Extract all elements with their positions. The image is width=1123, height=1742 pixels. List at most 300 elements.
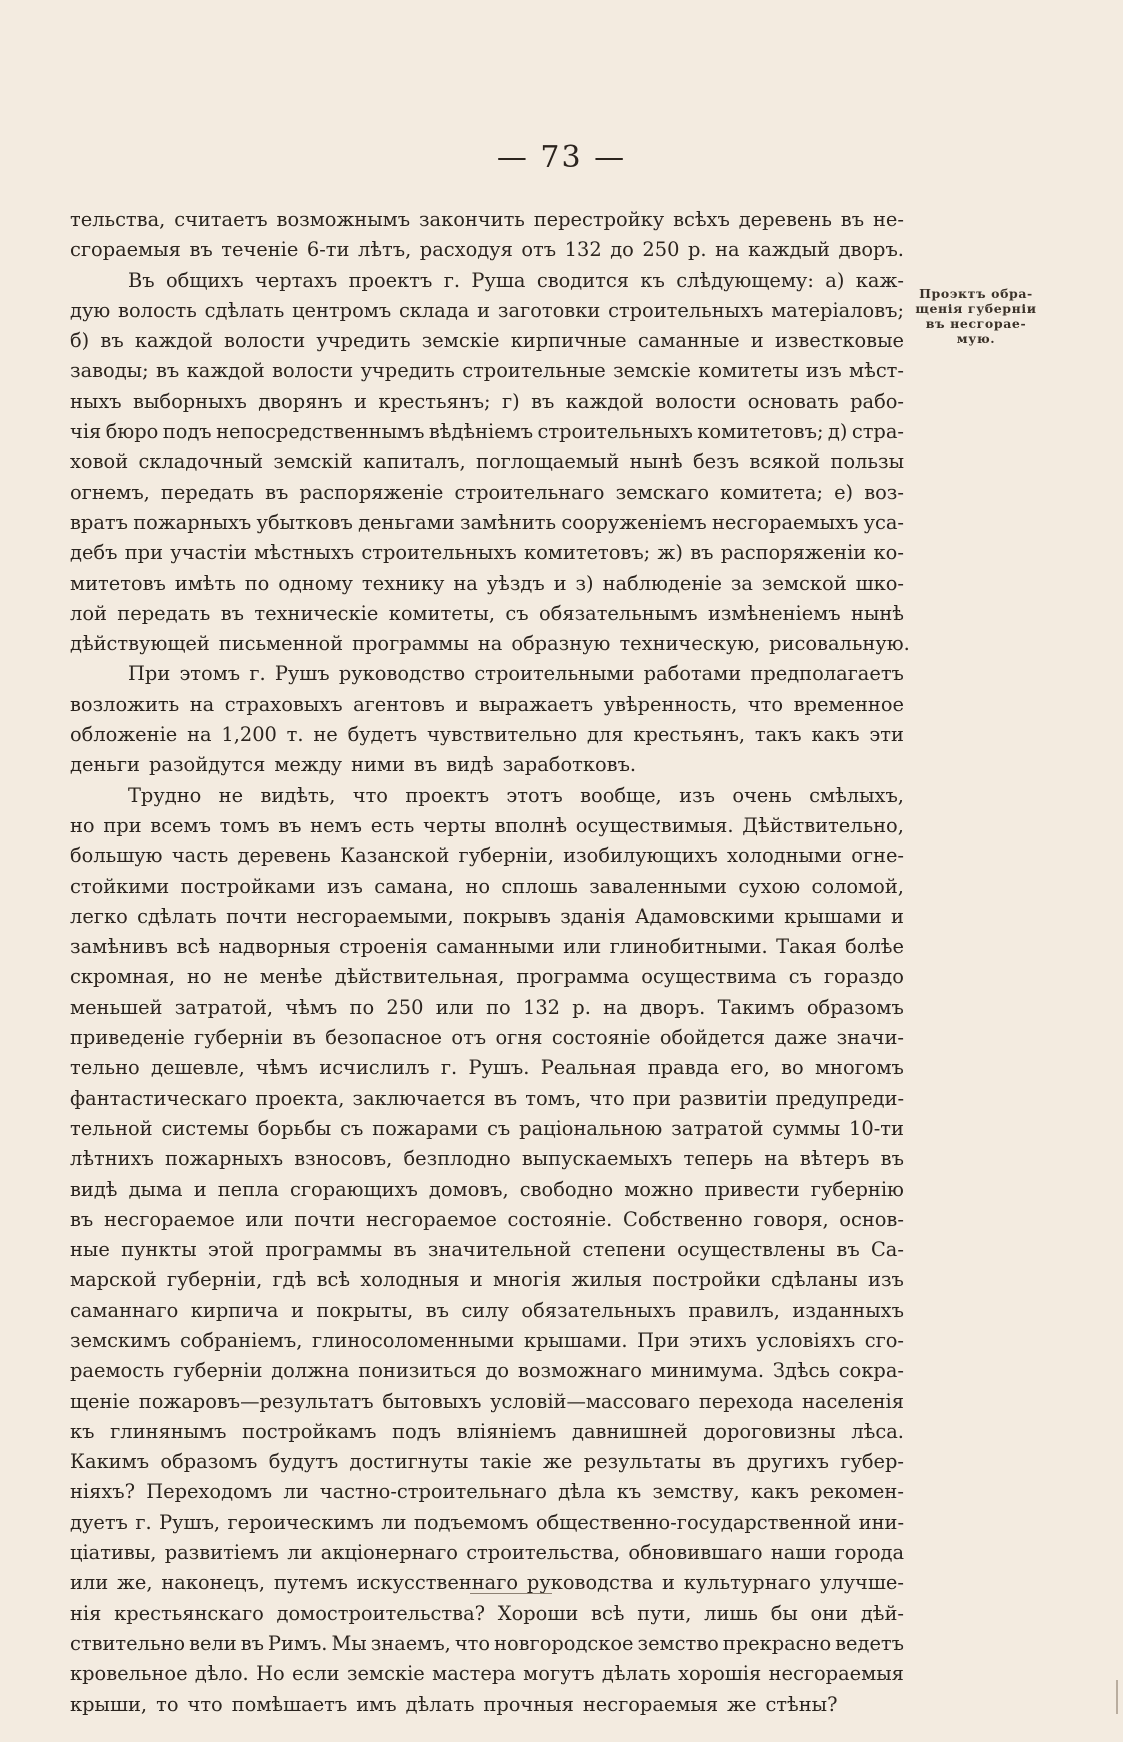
text-word: прочныя	[483, 1692, 574, 1716]
text-word: дѣло.	[194, 1662, 249, 1686]
text-word: безопасное	[325, 1026, 443, 1050]
text-word: на	[187, 723, 212, 747]
text-word: но	[186, 965, 212, 989]
text-word: деревень	[237, 844, 331, 868]
text-word: распоряженіи	[720, 541, 867, 565]
text-word: дѣй-	[860, 1601, 904, 1625]
text-word: дешевле,	[150, 1056, 245, 1080]
text-word: Какимъ	[70, 1450, 150, 1474]
text-word: путемъ	[273, 1571, 348, 1595]
text-word: по	[486, 995, 511, 1019]
text-word: въ	[531, 389, 555, 413]
text-line	[70, 962, 904, 992]
text-word: бы	[770, 1601, 798, 1625]
text-word: дебъ	[70, 541, 118, 565]
text-word: улучше-	[819, 1571, 904, 1595]
text-word: Рушъ	[274, 662, 330, 686]
text-word: ные	[70, 1238, 110, 1262]
text-word: заготовки	[497, 298, 601, 322]
text-word: наконецъ,	[161, 1571, 265, 1595]
text-word: они	[810, 1601, 849, 1625]
text-word: до	[610, 238, 634, 262]
text-word: склада	[398, 298, 470, 322]
text-word: ствительно	[70, 1631, 186, 1655]
text-word: жилыя	[571, 1268, 643, 1292]
text-word: ини-	[858, 1510, 904, 1534]
text-word: всѣ	[591, 1601, 625, 1625]
text-word: общественно-государственной	[535, 1510, 852, 1534]
text-word: строительства,	[466, 1541, 621, 1565]
text-word: губернію	[810, 1177, 904, 1201]
text-word: страховыхъ	[224, 692, 343, 716]
text-line	[70, 1508, 904, 1538]
text-word: р.	[687, 238, 707, 262]
text-word: и	[354, 389, 367, 413]
text-word: въ	[836, 1238, 860, 1262]
text-word: съ	[487, 1116, 511, 1140]
text-word: въ	[220, 601, 245, 625]
text-word: выпускаемыхъ	[521, 1147, 673, 1171]
text-word: но	[70, 813, 95, 837]
text-word: строительныхъ	[361, 541, 517, 565]
text-word: щеніе	[70, 1389, 131, 1413]
text-word: и	[661, 1571, 675, 1595]
text-word: говоря,	[753, 1207, 829, 1231]
text-word: 132	[564, 238, 602, 262]
text-word: сооруженіемъ	[561, 510, 707, 534]
text-word: покрыты,	[316, 1298, 414, 1322]
text-word: смѣлыхъ,	[809, 783, 904, 807]
text-word: обязательныхъ	[521, 1298, 676, 1322]
text-line	[70, 296, 904, 326]
text-word: даже	[774, 1026, 828, 1050]
text-word: должна	[271, 1359, 350, 1383]
text-word: къ	[70, 1419, 95, 1443]
text-word: письменной	[218, 632, 344, 656]
text-line	[70, 1084, 904, 1114]
text-word: всѣ	[316, 1268, 351, 1292]
text-word: обязательнымъ	[538, 601, 698, 625]
text-word: нынѣ	[629, 450, 683, 474]
text-word: гдѣ	[272, 1268, 307, 1292]
text-word: строительныхъ	[537, 420, 693, 444]
text-word: безъ	[693, 450, 740, 474]
text-word: ніяхъ?	[70, 1480, 136, 1504]
text-word: каждой	[565, 389, 644, 413]
margin-note	[908, 286, 1044, 346]
text-word: 6-ти	[306, 238, 350, 262]
text-word: крыши,	[70, 1692, 148, 1716]
text-word: кровельное	[70, 1662, 188, 1686]
bottom-rule	[470, 1593, 552, 1594]
text-word: изъ	[805, 359, 842, 383]
text-word: несгораемое	[366, 1207, 497, 1231]
text-word: рекомен-	[810, 1480, 904, 1504]
text-word: вратъ	[70, 510, 128, 534]
text-word: несгораемыхъ	[711, 510, 859, 534]
text-word: надворныя	[218, 935, 331, 959]
text-word: несгораемыми,	[296, 904, 454, 928]
text-word: известковые	[774, 329, 904, 353]
text-word: При	[128, 662, 171, 686]
text-word: перехода	[698, 1389, 794, 1413]
page-number: — 73 —	[496, 140, 627, 175]
text-word: въ	[840, 208, 865, 231]
text-word: волости	[272, 359, 354, 383]
text-word: уѣздъ	[486, 571, 545, 595]
text-word: дѣйствительная,	[334, 965, 505, 989]
text-word: дѣйствующей	[70, 632, 210, 656]
text-line	[70, 1205, 904, 1235]
text-word: сухою	[738, 874, 801, 898]
text-word: дворъ.	[639, 995, 706, 1019]
text-word: одному	[278, 571, 353, 595]
text-word: измѣненіемъ	[707, 601, 841, 625]
text-word: возложить	[70, 692, 180, 716]
text-word: основ-	[839, 1207, 904, 1231]
text-word: строенія	[339, 935, 428, 959]
text-word: суммы	[772, 1116, 841, 1140]
text-word: холодными	[727, 844, 842, 868]
text-word: минимума.	[650, 1359, 764, 1383]
text-word: Мы	[331, 1631, 367, 1655]
text-word: губерніи,	[458, 844, 554, 868]
text-word: мастера	[432, 1662, 516, 1686]
text-word: пожарныхъ	[165, 1147, 284, 1171]
text-word: шко-	[855, 571, 904, 595]
text-word: помѣшаетъ	[231, 1692, 348, 1716]
text-word: сдѣлать	[204, 298, 285, 322]
text-word: образомъ	[806, 995, 904, 1019]
text-word: з)	[575, 571, 594, 595]
text-word: пути,	[637, 1601, 692, 1625]
text-word: расходуя	[419, 238, 513, 262]
text-word: въ	[393, 1238, 417, 1262]
text-word: тельно	[70, 1056, 140, 1080]
text-word: и	[469, 1268, 483, 1292]
text-word: къ	[616, 1480, 642, 1504]
text-line	[70, 902, 904, 932]
text-word: прекрасно	[722, 1631, 832, 1655]
text-word: дворъ.	[838, 238, 904, 262]
text-line	[70, 811, 904, 841]
text-line	[70, 1659, 904, 1689]
text-word: ныхъ	[70, 389, 122, 413]
text-word: тельной	[70, 1116, 153, 1140]
text-word: будетъ	[347, 723, 418, 747]
text-word: крестьянъ,	[633, 723, 746, 747]
text-word: въ	[413, 753, 438, 777]
text-line	[70, 1447, 904, 1477]
text-word: приведеніе	[70, 1026, 185, 1050]
text-line	[70, 538, 904, 568]
text-word: лѣтъ,	[358, 238, 412, 262]
text-word: губерніи	[194, 1026, 284, 1050]
text-line	[70, 1356, 904, 1386]
text-word: техническую,	[619, 632, 761, 656]
text-word: земскіе	[613, 359, 691, 383]
text-word: сплошь	[501, 874, 578, 898]
text-word: программы	[265, 1238, 383, 1262]
text-word: ведетъ	[835, 1631, 904, 1655]
text-word: всѣхъ	[673, 208, 730, 231]
text-word: дѣлать	[405, 1692, 475, 1716]
text-word: видѣть,	[260, 783, 336, 807]
text-word: подъ	[162, 420, 212, 444]
text-word: саманнаго	[70, 1298, 179, 1322]
text-word: Реальная	[540, 1056, 637, 1080]
text-word: многомъ	[814, 1056, 904, 1080]
text-word: комитета;	[720, 480, 823, 504]
margin-note-line: Проэктъ обра-	[919, 286, 1033, 301]
text-word: а)	[825, 268, 845, 292]
text-word: результаты	[583, 1450, 701, 1474]
text-word: болѣе	[845, 935, 904, 959]
text-word: изъ	[326, 874, 363, 898]
text-word: значительной	[427, 1238, 572, 1262]
text-word: затратой,	[174, 995, 274, 1019]
text-word: въ	[70, 1207, 94, 1231]
text-word: вполнѣ	[494, 813, 568, 837]
text-word: дѣла	[558, 1480, 606, 1504]
text-word: г)	[501, 389, 520, 413]
text-word: предупреди-	[775, 1086, 904, 1110]
text-word: губерніи,	[166, 1268, 263, 1292]
text-line	[70, 841, 904, 871]
text-word: Но	[256, 1662, 285, 1686]
text-word: черты	[423, 813, 486, 837]
text-word: до	[485, 1359, 510, 1383]
text-word: гораздо	[823, 965, 904, 989]
text-word: строительными	[474, 662, 635, 686]
text-word: на	[715, 238, 740, 262]
text-word: по	[349, 995, 375, 1019]
text-word: чувствительно	[426, 723, 578, 747]
text-word: съ	[340, 1116, 364, 1140]
text-word: учредить	[316, 329, 411, 353]
text-word: могутъ	[523, 1662, 595, 1686]
text-word: что	[352, 783, 388, 807]
text-word: обновившаго	[628, 1541, 763, 1565]
text-word: легко	[70, 904, 128, 928]
margin-note-line: щенія губерніи	[915, 301, 1037, 316]
text-word: земскіе	[421, 329, 500, 353]
text-word: что	[454, 1631, 491, 1655]
text-word: съ	[505, 601, 529, 625]
text-line	[70, 872, 904, 902]
text-word: большую	[70, 844, 163, 868]
text-word: на	[764, 1147, 789, 1171]
text-word: покрывъ	[463, 904, 551, 928]
text-word: при	[103, 813, 142, 837]
text-word: въ	[712, 1450, 736, 1474]
text-line	[70, 659, 904, 689]
text-word: сгораемыя	[70, 238, 181, 262]
text-line	[70, 1326, 904, 1356]
text-word: въ	[493, 1086, 518, 1110]
text-word: затратой	[671, 1116, 764, 1140]
text-word: условій—массоваго	[490, 1389, 691, 1413]
text-word: Собственно	[623, 1207, 743, 1231]
text-word: нынѣ	[851, 601, 904, 625]
text-word: образную	[511, 632, 611, 656]
text-word: и	[477, 298, 491, 322]
text-word: знаемъ,	[370, 1631, 451, 1655]
text-word: осуществлены	[677, 1238, 826, 1262]
text-word: каж-	[855, 268, 904, 292]
text-word: участіи	[170, 541, 247, 565]
text-word: саманные	[637, 329, 740, 353]
text-word: вѣтеръ	[799, 1147, 870, 1171]
text-word: борьбы	[257, 1116, 332, 1140]
text-word: несгораемыя	[582, 1692, 719, 1716]
text-word: зданія	[560, 904, 626, 928]
text-word: немъ	[310, 813, 362, 837]
text-word: пожаровъ—результатъ	[138, 1389, 374, 1413]
text-word: подъ	[392, 1419, 441, 1443]
text-word: же	[727, 1692, 757, 1716]
text-word: вели	[189, 1631, 237, 1655]
text-word: Руша	[471, 268, 526, 292]
text-word: губер-	[840, 1450, 904, 1474]
text-line	[70, 1387, 904, 1417]
text-word: не-	[872, 208, 904, 231]
text-word: осуществима	[641, 965, 777, 989]
text-word: при	[632, 1086, 672, 1110]
text-line	[70, 1296, 904, 1326]
text-word: понизиться	[358, 1359, 477, 1383]
text-word: наблюденіе	[602, 571, 722, 595]
text-word: ли	[381, 1510, 407, 1534]
text-word: считаетъ	[174, 208, 268, 231]
text-word: этомъ	[179, 662, 241, 686]
text-word: капиталъ,	[363, 450, 466, 474]
text-word: лишь	[704, 1601, 758, 1625]
text-word: Такая	[776, 935, 837, 959]
text-word: достигнуты	[349, 1450, 469, 1474]
text-word: лой	[70, 601, 107, 625]
text-word: убытковъ	[256, 510, 353, 534]
text-line	[70, 1175, 904, 1205]
text-word: лѣса.	[851, 1419, 904, 1443]
text-word: учредить	[360, 359, 455, 383]
text-word: состояніе.	[507, 1207, 613, 1231]
text-word: бытовыхъ	[382, 1389, 482, 1413]
text-word: или	[245, 1207, 284, 1231]
text-word: Рушъ,	[159, 1510, 221, 1534]
text-word: программы	[352, 632, 469, 656]
text-word: города	[834, 1541, 904, 1565]
text-word: земскимъ	[70, 1328, 171, 1352]
text-line	[70, 1690, 904, 1720]
text-word: строительные	[462, 359, 606, 383]
text-word: земской	[761, 571, 847, 595]
text-word: сгорающихъ	[290, 1177, 418, 1201]
text-line	[70, 1235, 904, 1265]
text-word: частно-строительнаго	[319, 1480, 547, 1504]
page-edge-mark	[1116, 1680, 1118, 1714]
text-word: постройки	[652, 1268, 761, 1292]
text-word: пункты	[121, 1238, 197, 1262]
text-word: многія	[492, 1268, 562, 1292]
text-word: съ	[788, 965, 812, 989]
text-word: то	[156, 1692, 179, 1716]
text-word: изданныхъ	[792, 1298, 904, 1322]
text-word: закончить	[418, 208, 525, 231]
text-line	[70, 720, 904, 750]
text-word: передать	[117, 601, 211, 625]
text-word: технику	[361, 571, 445, 595]
text-word: крестьянскаго	[114, 1601, 264, 1625]
text-word: въ	[880, 1147, 904, 1171]
text-word: значи-	[836, 1026, 904, 1050]
text-word: д)	[827, 420, 848, 444]
text-word: раемость	[70, 1359, 165, 1383]
text-word: менѣе	[259, 965, 323, 989]
text-word: теченіе	[221, 238, 299, 262]
text-word: давнишней	[572, 1419, 688, 1443]
text-word: передать	[160, 480, 254, 504]
text-line	[70, 1599, 904, 1629]
text-word: сдѣлать	[137, 904, 217, 928]
text-word: или	[435, 995, 474, 1019]
text-word: въ	[690, 541, 714, 565]
text-word: очень	[732, 783, 792, 807]
text-word: на	[453, 571, 478, 595]
text-word: чертахъ	[254, 268, 338, 292]
text-line	[70, 569, 904, 599]
text-line	[70, 1568, 904, 1598]
text-word: Адамовскими	[634, 904, 775, 928]
text-word: за	[730, 571, 753, 595]
text-word: изъ	[868, 1268, 904, 1292]
text-line	[70, 205, 904, 235]
text-word: сдѣланы	[771, 1268, 858, 1292]
text-word: собраніемъ,	[180, 1328, 303, 1352]
text-word: складочный	[138, 450, 264, 474]
text-word: будутъ	[268, 1450, 339, 1474]
text-word: 132	[523, 995, 561, 1019]
text-word: непосредственнымъ	[216, 420, 425, 444]
text-word: предполагаетъ	[750, 662, 904, 686]
text-word: этой	[207, 1238, 255, 1262]
text-word: выборныхъ	[133, 389, 247, 413]
margin-note-line: въ несгорае-	[925, 316, 1027, 331]
text-word: 250	[642, 238, 680, 262]
text-word: системы	[161, 1116, 249, 1140]
text-word: и	[193, 1177, 207, 1201]
text-word: теперь	[683, 1147, 754, 1171]
text-word: Римъ.	[267, 1631, 328, 1655]
text-word: земскіе	[346, 1662, 425, 1686]
text-word: сводится	[536, 268, 629, 292]
text-word: крышами.	[523, 1328, 628, 1352]
text-word: домовъ,	[428, 1177, 509, 1201]
text-word: Хороши	[497, 1601, 579, 1625]
text-word: постройкамъ	[242, 1419, 377, 1443]
text-word: дворянъ	[258, 389, 343, 413]
text-word: въ	[189, 238, 213, 262]
text-word: огня	[495, 1026, 543, 1050]
text-word: каждой	[134, 329, 213, 353]
text-word: глиносоломенными	[311, 1328, 515, 1352]
text-word: обложеніе	[70, 723, 178, 747]
text-word: лѣтнихъ	[70, 1147, 154, 1171]
text-word: всѣ	[176, 935, 211, 959]
text-word: комитетовъ;	[524, 541, 651, 565]
text-word: наши	[770, 1541, 827, 1565]
text-word: есть	[370, 813, 415, 837]
